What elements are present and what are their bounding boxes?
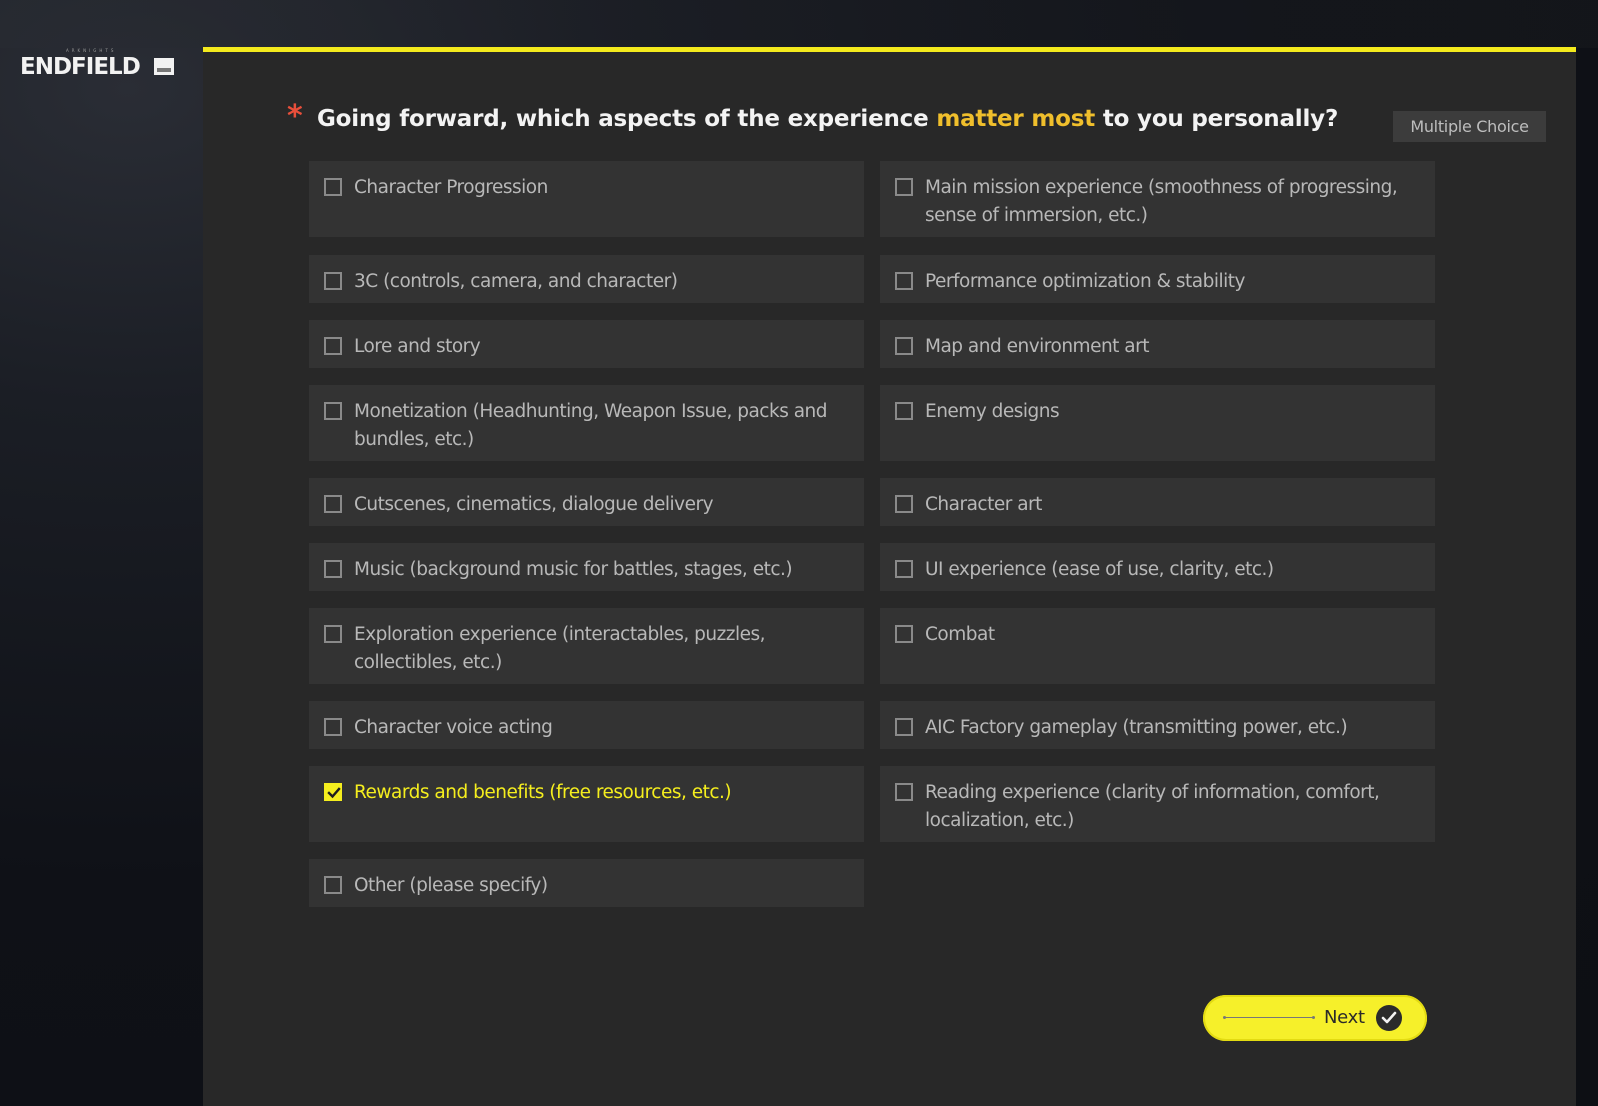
option-card[interactable] xyxy=(880,478,1435,526)
option-label: Map and environment art xyxy=(925,336,1150,357)
checkbox-icon[interactable] xyxy=(324,495,342,513)
checkbox-icon[interactable] xyxy=(324,718,342,736)
checkbox-icon[interactable] xyxy=(895,783,913,801)
checkbox-icon[interactable] xyxy=(895,272,913,290)
option-card[interactable] xyxy=(880,161,1435,237)
option-card[interactable] xyxy=(309,320,864,368)
question-text-highlight: matter most xyxy=(936,106,1096,132)
checkbox-icon[interactable] xyxy=(895,625,913,643)
option-label: UI experience (ease of use, clarity, etc.) xyxy=(925,559,1274,580)
multiple-choice-badge: Multiple Choice xyxy=(1393,111,1546,142)
checkbox-icon[interactable] xyxy=(324,272,342,290)
option-label: Reading experience (clarity of information, comfort, localization, etc.) xyxy=(925,782,1380,831)
checkbox-icon[interactable] xyxy=(324,876,342,894)
checkbox-icon[interactable] xyxy=(324,337,342,355)
checkbox-icon[interactable] xyxy=(324,560,342,578)
option-label: Combat xyxy=(925,624,995,645)
option-card[interactable] xyxy=(880,320,1435,368)
question-header xyxy=(287,99,1529,142)
required-marker: * xyxy=(287,99,303,134)
question-text-after: to you personally? xyxy=(1095,106,1339,132)
option-card[interactable] xyxy=(309,478,864,526)
checkbox-icon[interactable] xyxy=(895,560,913,578)
option-card[interactable] xyxy=(309,859,864,907)
option-label: Performance optimization & stability xyxy=(925,271,1245,292)
option-card[interactable] xyxy=(880,701,1435,749)
checkbox-icon[interactable] xyxy=(895,402,913,420)
option-label: Monetization (Headhunting, Weapon Issue, packs and bundles, etc.) xyxy=(354,401,828,450)
checkbox-icon[interactable] xyxy=(895,178,913,196)
endfield-logo xyxy=(20,50,176,80)
checkbox-icon[interactable] xyxy=(895,718,913,736)
option-card[interactable] xyxy=(880,255,1435,303)
option-label: Enemy designs xyxy=(925,401,1060,422)
checkbox-icon[interactable] xyxy=(324,625,342,643)
option-card[interactable] xyxy=(309,255,864,303)
option-card[interactable] xyxy=(309,608,864,684)
logo-text: ENDFIELD xyxy=(20,54,140,80)
option-label: Other (please specify) xyxy=(354,875,548,896)
option-label: Main mission experience (smoothness of progressing, sense of immersion, etc.) xyxy=(925,177,1398,226)
question-text-before: Going forward, which aspects of the experience xyxy=(317,106,937,132)
option-card[interactable] xyxy=(309,701,864,749)
checkbox-icon[interactable] xyxy=(324,402,342,420)
option-card[interactable] xyxy=(880,608,1435,684)
option-label: 3C (controls, camera, and character) xyxy=(354,271,678,292)
option-card[interactable] xyxy=(880,766,1435,842)
option-label: Rewards and benefits (free resources, etc.) xyxy=(354,782,732,803)
option-card[interactable] xyxy=(880,543,1435,591)
option-label: AIC Factory gameplay (transmitting power, etc.) xyxy=(925,717,1348,738)
option-label: Exploration experience (interactables, puzzles, collectibles, etc.) xyxy=(354,624,766,673)
option-label: Character Progression xyxy=(354,177,548,198)
option-label: Character voice acting xyxy=(354,717,553,738)
survey-panel xyxy=(203,47,1576,1106)
checkbox-icon[interactable] xyxy=(895,337,913,355)
option-label: Character art xyxy=(925,494,1042,515)
option-card[interactable] xyxy=(309,766,864,842)
option-card[interactable] xyxy=(309,161,864,237)
logo-subtitle: ARKNIGHTS xyxy=(66,48,117,53)
option-card[interactable] xyxy=(309,385,864,461)
next-button[interactable] xyxy=(1203,995,1427,1041)
next-button-label: Next xyxy=(1324,1007,1365,1028)
checkbox-checked-icon[interactable] xyxy=(324,783,342,801)
logo-emblem-icon xyxy=(154,58,174,75)
option-label: Music (background music for battles, stages, etc.) xyxy=(354,559,793,580)
decorative-line xyxy=(1225,1017,1313,1018)
option-card[interactable] xyxy=(880,385,1435,461)
option-label: Lore and story xyxy=(354,336,481,357)
option-label: Cutscenes, cinematics, dialogue delivery xyxy=(354,494,714,515)
question-title xyxy=(317,106,1338,132)
checkbox-icon[interactable] xyxy=(324,178,342,196)
option-card[interactable] xyxy=(309,543,864,591)
check-circle-icon xyxy=(1376,1005,1402,1031)
top-background-band xyxy=(0,0,1598,48)
checkbox-icon[interactable] xyxy=(895,495,913,513)
